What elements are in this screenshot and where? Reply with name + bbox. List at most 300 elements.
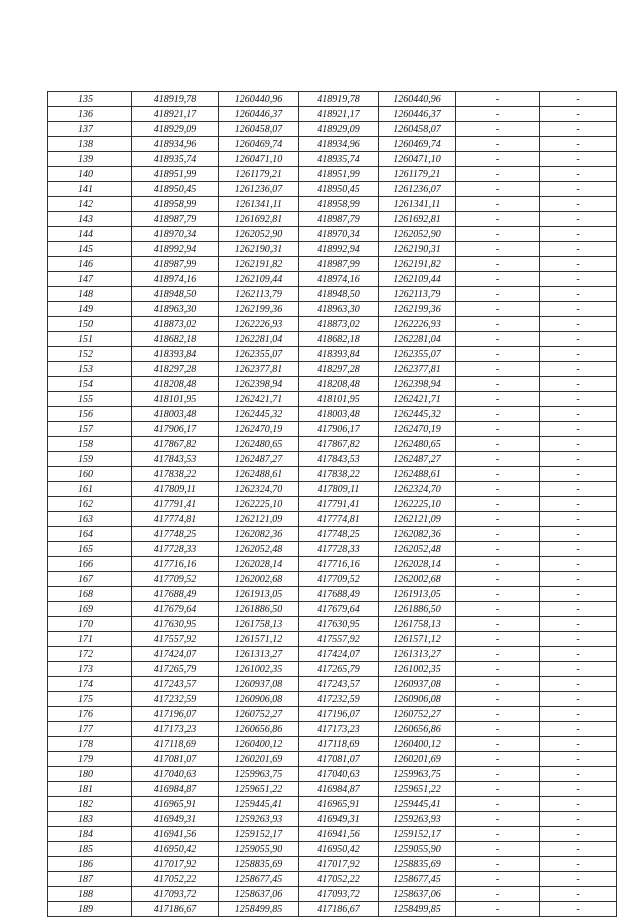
dash-cell-2: - xyxy=(540,197,617,212)
dash-cell-2: - xyxy=(540,137,617,152)
x-coord-cell-2: 417809,11 xyxy=(299,482,379,497)
x-coord-cell-2: 417630,95 xyxy=(299,617,379,632)
x-coord-cell: 418958,99 xyxy=(132,197,219,212)
dash-cell-2: - xyxy=(540,587,617,602)
dash-cell-2: - xyxy=(540,92,617,107)
dash-cell-2: - xyxy=(540,722,617,737)
y-coord-cell-2: 1262113,79 xyxy=(379,287,456,302)
dash-cell-2: - xyxy=(540,512,617,527)
point-number-cell: 157 xyxy=(48,422,132,437)
dash-cell-2: - xyxy=(540,482,617,497)
x-coord-cell-2: 417081,07 xyxy=(299,752,379,767)
x-coord-cell-2: 418935,74 xyxy=(299,152,379,167)
y-coord-cell-2: 1261913,05 xyxy=(379,587,456,602)
y-coord-cell-2: 1262121,09 xyxy=(379,512,456,527)
y-coord-cell-2: 1260469,74 xyxy=(379,137,456,152)
y-coord-cell: 1262113,79 xyxy=(219,287,299,302)
y-coord-cell-2: 1261886,50 xyxy=(379,602,456,617)
y-coord-cell: 1262398,94 xyxy=(219,377,299,392)
x-coord-cell-2: 417906,17 xyxy=(299,422,379,437)
y-coord-cell: 1261002,35 xyxy=(219,662,299,677)
point-number-cell: 160 xyxy=(48,467,132,482)
y-coord-cell-2: 1261002,35 xyxy=(379,662,456,677)
table-row xyxy=(48,92,617,107)
x-coord-cell-2: 416941,56 xyxy=(299,827,379,842)
y-coord-cell-2: 1261313,27 xyxy=(379,647,456,662)
dash-cell-2: - xyxy=(540,572,617,587)
dash-cell: - xyxy=(456,497,540,512)
point-number-cell: 161 xyxy=(48,482,132,497)
y-coord-cell: 1262052,90 xyxy=(219,227,299,242)
y-coord-cell-2: 1260440,96 xyxy=(379,92,456,107)
dash-cell: - xyxy=(456,872,540,887)
dash-cell: - xyxy=(456,242,540,257)
x-coord-cell-2: 417186,67 xyxy=(299,902,379,917)
y-coord-cell-2: 1258677,45 xyxy=(379,872,456,887)
x-coord-cell: 417173,23 xyxy=(132,722,219,737)
x-coord-cell: 418963,30 xyxy=(132,302,219,317)
y-coord-cell: 1262470,19 xyxy=(219,422,299,437)
x-coord-cell: 416950,42 xyxy=(132,842,219,857)
x-coord-cell-2: 418974,16 xyxy=(299,272,379,287)
x-coord-cell-2: 418987,79 xyxy=(299,212,379,227)
y-coord-cell: 1261179,21 xyxy=(219,167,299,182)
dash-cell-2: - xyxy=(540,452,617,467)
dash-cell-2: - xyxy=(540,797,617,812)
y-coord-cell-2: 1259651,22 xyxy=(379,782,456,797)
y-coord-cell-2: 1260656,86 xyxy=(379,722,456,737)
point-number-cell: 137 xyxy=(48,122,132,137)
x-coord-cell: 416965,91 xyxy=(132,797,219,812)
x-coord-cell: 417243,57 xyxy=(132,677,219,692)
x-coord-cell: 417906,17 xyxy=(132,422,219,437)
x-coord-cell-2: 418682,18 xyxy=(299,332,379,347)
dash-cell: - xyxy=(456,587,540,602)
dash-cell-2: - xyxy=(540,782,617,797)
y-coord-cell: 1258677,45 xyxy=(219,872,299,887)
dash-cell-2: - xyxy=(540,122,617,137)
x-coord-cell: 417809,11 xyxy=(132,482,219,497)
y-coord-cell: 1259152,17 xyxy=(219,827,299,842)
dash-cell: - xyxy=(456,257,540,272)
y-coord-cell: 1262355,07 xyxy=(219,347,299,362)
dash-cell: - xyxy=(456,92,540,107)
x-coord-cell: 418948,50 xyxy=(132,287,219,302)
dash-cell: - xyxy=(456,167,540,182)
x-coord-cell-2: 417173,23 xyxy=(299,722,379,737)
x-coord-cell: 418987,99 xyxy=(132,257,219,272)
y-coord-cell-2: 1262082,36 xyxy=(379,527,456,542)
point-number-cell: 167 xyxy=(48,572,132,587)
point-number-cell: 149 xyxy=(48,302,132,317)
dash-cell-2: - xyxy=(540,392,617,407)
dash-cell: - xyxy=(456,737,540,752)
x-coord-cell: 417557,92 xyxy=(132,632,219,647)
table-row xyxy=(48,437,617,452)
dash-cell-2: - xyxy=(540,647,617,662)
dash-cell: - xyxy=(456,752,540,767)
point-number-cell: 146 xyxy=(48,257,132,272)
x-coord-cell-2: 418992,94 xyxy=(299,242,379,257)
x-coord-cell: 417748,25 xyxy=(132,527,219,542)
y-coord-cell-2: 1259963,75 xyxy=(379,767,456,782)
x-coord-cell-2: 416984,87 xyxy=(299,782,379,797)
dash-cell: - xyxy=(456,407,540,422)
point-number-cell: 158 xyxy=(48,437,132,452)
x-coord-cell: 417186,67 xyxy=(132,902,219,917)
x-coord-cell-2: 417196,07 xyxy=(299,707,379,722)
table-row xyxy=(48,617,617,632)
x-coord-cell-2: 417017,92 xyxy=(299,857,379,872)
point-number-cell: 166 xyxy=(48,557,132,572)
y-coord-cell-2: 1260458,07 xyxy=(379,122,456,137)
point-number-cell: 164 xyxy=(48,527,132,542)
x-coord-cell-2: 417424,07 xyxy=(299,647,379,662)
x-coord-cell-2: 416965,91 xyxy=(299,797,379,812)
y-coord-cell-2: 1258499,85 xyxy=(379,902,456,917)
point-number-cell: 170 xyxy=(48,617,132,632)
dash-cell-2: - xyxy=(540,602,617,617)
y-coord-cell: 1260458,07 xyxy=(219,122,299,137)
table-row xyxy=(48,107,617,122)
dash-cell: - xyxy=(456,452,540,467)
x-coord-cell-2: 417243,57 xyxy=(299,677,379,692)
x-coord-cell-2: 417265,79 xyxy=(299,662,379,677)
dash-cell: - xyxy=(456,887,540,902)
dash-cell-2: - xyxy=(540,242,617,257)
point-number-cell: 184 xyxy=(48,827,132,842)
x-coord-cell: 418003,48 xyxy=(132,407,219,422)
dash-cell: - xyxy=(456,107,540,122)
x-coord-cell-2: 417867,82 xyxy=(299,437,379,452)
dash-cell-2: - xyxy=(540,812,617,827)
dash-cell: - xyxy=(456,287,540,302)
x-coord-cell: 417093,72 xyxy=(132,887,219,902)
dash-cell: - xyxy=(456,437,540,452)
table-row xyxy=(48,467,617,482)
x-coord-cell-2: 417716,16 xyxy=(299,557,379,572)
y-coord-cell: 1262377,81 xyxy=(219,362,299,377)
point-number-cell: 173 xyxy=(48,662,132,677)
x-coord-cell: 417265,79 xyxy=(132,662,219,677)
dash-cell: - xyxy=(456,137,540,152)
dash-cell: - xyxy=(456,347,540,362)
x-coord-cell: 418929,09 xyxy=(132,122,219,137)
table-row xyxy=(48,902,617,917)
dash-cell: - xyxy=(456,647,540,662)
point-number-cell: 136 xyxy=(48,107,132,122)
y-coord-cell: 1262226,93 xyxy=(219,317,299,332)
table-row xyxy=(48,812,617,827)
table-row xyxy=(48,242,617,257)
x-coord-cell: 418919,78 xyxy=(132,92,219,107)
x-coord-cell: 417052,22 xyxy=(132,872,219,887)
x-coord-cell: 418393,84 xyxy=(132,347,219,362)
point-number-cell: 156 xyxy=(48,407,132,422)
dash-cell-2: - xyxy=(540,302,617,317)
point-number-cell: 141 xyxy=(48,182,132,197)
dash-cell-2: - xyxy=(540,692,617,707)
y-coord-cell: 1261913,05 xyxy=(219,587,299,602)
y-coord-cell: 1260400,12 xyxy=(219,737,299,752)
x-coord-cell: 417688,49 xyxy=(132,587,219,602)
y-coord-cell: 1262480,65 xyxy=(219,437,299,452)
dash-cell-2: - xyxy=(540,707,617,722)
point-number-cell: 153 xyxy=(48,362,132,377)
x-coord-cell-2: 417728,33 xyxy=(299,542,379,557)
dash-cell: - xyxy=(456,677,540,692)
dash-cell: - xyxy=(456,482,540,497)
y-coord-cell-2: 1262226,93 xyxy=(379,317,456,332)
y-coord-cell: 1260752,27 xyxy=(219,707,299,722)
point-number-cell: 188 xyxy=(48,887,132,902)
dash-cell-2: - xyxy=(540,872,617,887)
point-number-cell: 176 xyxy=(48,707,132,722)
x-coord-cell-2: 418101,95 xyxy=(299,392,379,407)
dash-cell-2: - xyxy=(540,557,617,572)
x-coord-cell: 417040,63 xyxy=(132,767,219,782)
dash-cell: - xyxy=(456,227,540,242)
dash-cell-2: - xyxy=(540,887,617,902)
dash-cell: - xyxy=(456,377,540,392)
table-row xyxy=(48,542,617,557)
dash-cell: - xyxy=(456,692,540,707)
y-coord-cell-2: 1262225,10 xyxy=(379,497,456,512)
dash-cell-2: - xyxy=(540,617,617,632)
x-coord-cell: 417709,52 xyxy=(132,572,219,587)
table-row xyxy=(48,452,617,467)
x-coord-cell: 418951,99 xyxy=(132,167,219,182)
point-number-cell: 139 xyxy=(48,152,132,167)
x-coord-cell: 417196,07 xyxy=(132,707,219,722)
dash-cell-2: - xyxy=(540,752,617,767)
y-coord-cell: 1261236,07 xyxy=(219,182,299,197)
y-coord-cell-2: 1261692,81 xyxy=(379,212,456,227)
x-coord-cell-2: 417688,49 xyxy=(299,587,379,602)
x-coord-cell-2: 417838,22 xyxy=(299,467,379,482)
dash-cell: - xyxy=(456,857,540,872)
y-coord-cell-2: 1260446,37 xyxy=(379,107,456,122)
dash-cell-2: - xyxy=(540,662,617,677)
y-coord-cell: 1258637,06 xyxy=(219,887,299,902)
x-coord-cell: 417867,82 xyxy=(132,437,219,452)
x-coord-cell-2: 417093,72 xyxy=(299,887,379,902)
dash-cell: - xyxy=(456,512,540,527)
y-coord-cell: 1261758,13 xyxy=(219,617,299,632)
dash-cell-2: - xyxy=(540,437,617,452)
dash-cell: - xyxy=(456,317,540,332)
y-coord-cell-2: 1262377,81 xyxy=(379,362,456,377)
dash-cell-2: - xyxy=(540,827,617,842)
x-coord-cell: 416949,31 xyxy=(132,812,219,827)
x-coord-cell-2: 418963,30 xyxy=(299,302,379,317)
dash-cell: - xyxy=(456,122,540,137)
point-number-cell: 171 xyxy=(48,632,132,647)
y-coord-cell-2: 1262445,32 xyxy=(379,407,456,422)
x-coord-cell: 417017,92 xyxy=(132,857,219,872)
dash-cell-2: - xyxy=(540,767,617,782)
x-coord-cell-2: 418951,99 xyxy=(299,167,379,182)
dash-cell-2: - xyxy=(540,377,617,392)
y-coord-cell: 1262002,68 xyxy=(219,572,299,587)
dash-cell-2: - xyxy=(540,857,617,872)
dash-cell-2: - xyxy=(540,467,617,482)
table-row xyxy=(48,377,617,392)
x-coord-cell-2: 416949,31 xyxy=(299,812,379,827)
dash-cell: - xyxy=(456,152,540,167)
table-row xyxy=(48,137,617,152)
x-coord-cell-2: 418297,28 xyxy=(299,362,379,377)
y-coord-cell: 1260471,10 xyxy=(219,152,299,167)
table-row xyxy=(48,782,617,797)
y-coord-cell-2: 1259055,90 xyxy=(379,842,456,857)
y-coord-cell: 1261886,50 xyxy=(219,602,299,617)
x-coord-cell-2: 416950,42 xyxy=(299,842,379,857)
dash-cell-2: - xyxy=(540,842,617,857)
x-coord-cell: 418992,94 xyxy=(132,242,219,257)
y-coord-cell-2: 1258835,69 xyxy=(379,857,456,872)
point-number-cell: 147 xyxy=(48,272,132,287)
y-coord-cell-2: 1262487,27 xyxy=(379,452,456,467)
dash-cell-2: - xyxy=(540,317,617,332)
table-row xyxy=(48,182,617,197)
point-number-cell: 172 xyxy=(48,647,132,662)
table-row xyxy=(48,722,617,737)
point-number-cell: 175 xyxy=(48,692,132,707)
dash-cell-2: - xyxy=(540,632,617,647)
table-row xyxy=(48,197,617,212)
y-coord-cell-2: 1262421,71 xyxy=(379,392,456,407)
table-row xyxy=(48,587,617,602)
x-coord-cell: 418987,79 xyxy=(132,212,219,227)
point-number-cell: 143 xyxy=(48,212,132,227)
dash-cell: - xyxy=(456,197,540,212)
dash-cell: - xyxy=(456,302,540,317)
table-row xyxy=(48,257,617,272)
x-coord-cell-2: 418873,02 xyxy=(299,317,379,332)
y-coord-cell-2: 1262002,68 xyxy=(379,572,456,587)
y-coord-cell: 1260656,86 xyxy=(219,722,299,737)
x-coord-cell-2: 418919,78 xyxy=(299,92,379,107)
dash-cell-2: - xyxy=(540,212,617,227)
dash-cell: - xyxy=(456,842,540,857)
dash-cell-2: - xyxy=(540,227,617,242)
y-coord-cell: 1261571,12 xyxy=(219,632,299,647)
dash-cell: - xyxy=(456,422,540,437)
y-coord-cell-2: 1262190,31 xyxy=(379,242,456,257)
table-row xyxy=(48,422,617,437)
table-row xyxy=(48,347,617,362)
point-number-cell: 185 xyxy=(48,842,132,857)
table-row xyxy=(48,707,617,722)
point-number-cell: 182 xyxy=(48,797,132,812)
dash-cell: - xyxy=(456,902,540,917)
point-number-cell: 142 xyxy=(48,197,132,212)
table-row xyxy=(48,842,617,857)
y-coord-cell-2: 1262355,07 xyxy=(379,347,456,362)
y-coord-cell-2: 1260400,12 xyxy=(379,737,456,752)
x-coord-cell-2: 417118,69 xyxy=(299,737,379,752)
y-coord-cell-2: 1261341,11 xyxy=(379,197,456,212)
x-coord-cell: 418921,17 xyxy=(132,107,219,122)
dash-cell: - xyxy=(456,632,540,647)
table-row xyxy=(48,122,617,137)
point-number-cell: 183 xyxy=(48,812,132,827)
table-row xyxy=(48,767,617,782)
x-coord-cell: 418974,16 xyxy=(132,272,219,287)
y-coord-cell: 1259263,93 xyxy=(219,812,299,827)
y-coord-cell-2: 1262488,61 xyxy=(379,467,456,482)
point-number-cell: 150 xyxy=(48,317,132,332)
dash-cell-2: - xyxy=(540,182,617,197)
table-body xyxy=(48,92,617,917)
point-number-cell: 159 xyxy=(48,452,132,467)
point-number-cell: 186 xyxy=(48,857,132,872)
y-coord-cell-2: 1258637,06 xyxy=(379,887,456,902)
table-row xyxy=(48,602,617,617)
dash-cell-2: - xyxy=(540,737,617,752)
point-number-cell: 151 xyxy=(48,332,132,347)
dash-cell-2: - xyxy=(540,332,617,347)
table-row xyxy=(48,272,617,287)
point-number-cell: 154 xyxy=(48,377,132,392)
point-number-cell: 162 xyxy=(48,497,132,512)
dash-cell: - xyxy=(456,332,540,347)
point-number-cell: 179 xyxy=(48,752,132,767)
dash-cell-2: - xyxy=(540,902,617,917)
x-coord-cell-2: 417557,92 xyxy=(299,632,379,647)
table-row xyxy=(48,527,617,542)
x-coord-cell-2: 417040,63 xyxy=(299,767,379,782)
x-coord-cell-2: 418208,48 xyxy=(299,377,379,392)
x-coord-cell: 418297,28 xyxy=(132,362,219,377)
table-row xyxy=(48,317,617,332)
y-coord-cell-2: 1262324,70 xyxy=(379,482,456,497)
x-coord-cell: 417728,33 xyxy=(132,542,219,557)
y-coord-cell: 1262109,44 xyxy=(219,272,299,287)
x-coord-cell-2: 418393,84 xyxy=(299,347,379,362)
x-coord-cell-2: 418958,99 xyxy=(299,197,379,212)
x-coord-cell: 417630,95 xyxy=(132,617,219,632)
y-coord-cell: 1260937,08 xyxy=(219,677,299,692)
x-coord-cell-2: 417679,64 xyxy=(299,602,379,617)
y-coord-cell: 1262199,36 xyxy=(219,302,299,317)
y-coord-cell-2: 1260471,10 xyxy=(379,152,456,167)
point-number-cell: 145 xyxy=(48,242,132,257)
y-coord-cell-2: 1262109,44 xyxy=(379,272,456,287)
table-row xyxy=(48,797,617,812)
y-coord-cell-2: 1261571,12 xyxy=(379,632,456,647)
x-coord-cell-2: 417774,81 xyxy=(299,512,379,527)
x-coord-cell: 417838,22 xyxy=(132,467,219,482)
dash-cell: - xyxy=(456,527,540,542)
y-coord-cell: 1261692,81 xyxy=(219,212,299,227)
y-coord-cell-2: 1260752,27 xyxy=(379,707,456,722)
x-coord-cell: 417774,81 xyxy=(132,512,219,527)
table-row xyxy=(48,632,617,647)
dash-cell: - xyxy=(456,572,540,587)
y-coord-cell-2: 1262028,14 xyxy=(379,557,456,572)
y-coord-cell-2: 1262480,65 xyxy=(379,437,456,452)
point-number-cell: 152 xyxy=(48,347,132,362)
y-coord-cell-2: 1260906,08 xyxy=(379,692,456,707)
y-coord-cell: 1261341,11 xyxy=(219,197,299,212)
y-coord-cell-2: 1260201,69 xyxy=(379,752,456,767)
dash-cell-2: - xyxy=(540,527,617,542)
x-coord-cell: 417843,53 xyxy=(132,452,219,467)
y-coord-cell-2: 1259263,93 xyxy=(379,812,456,827)
table-row xyxy=(48,647,617,662)
